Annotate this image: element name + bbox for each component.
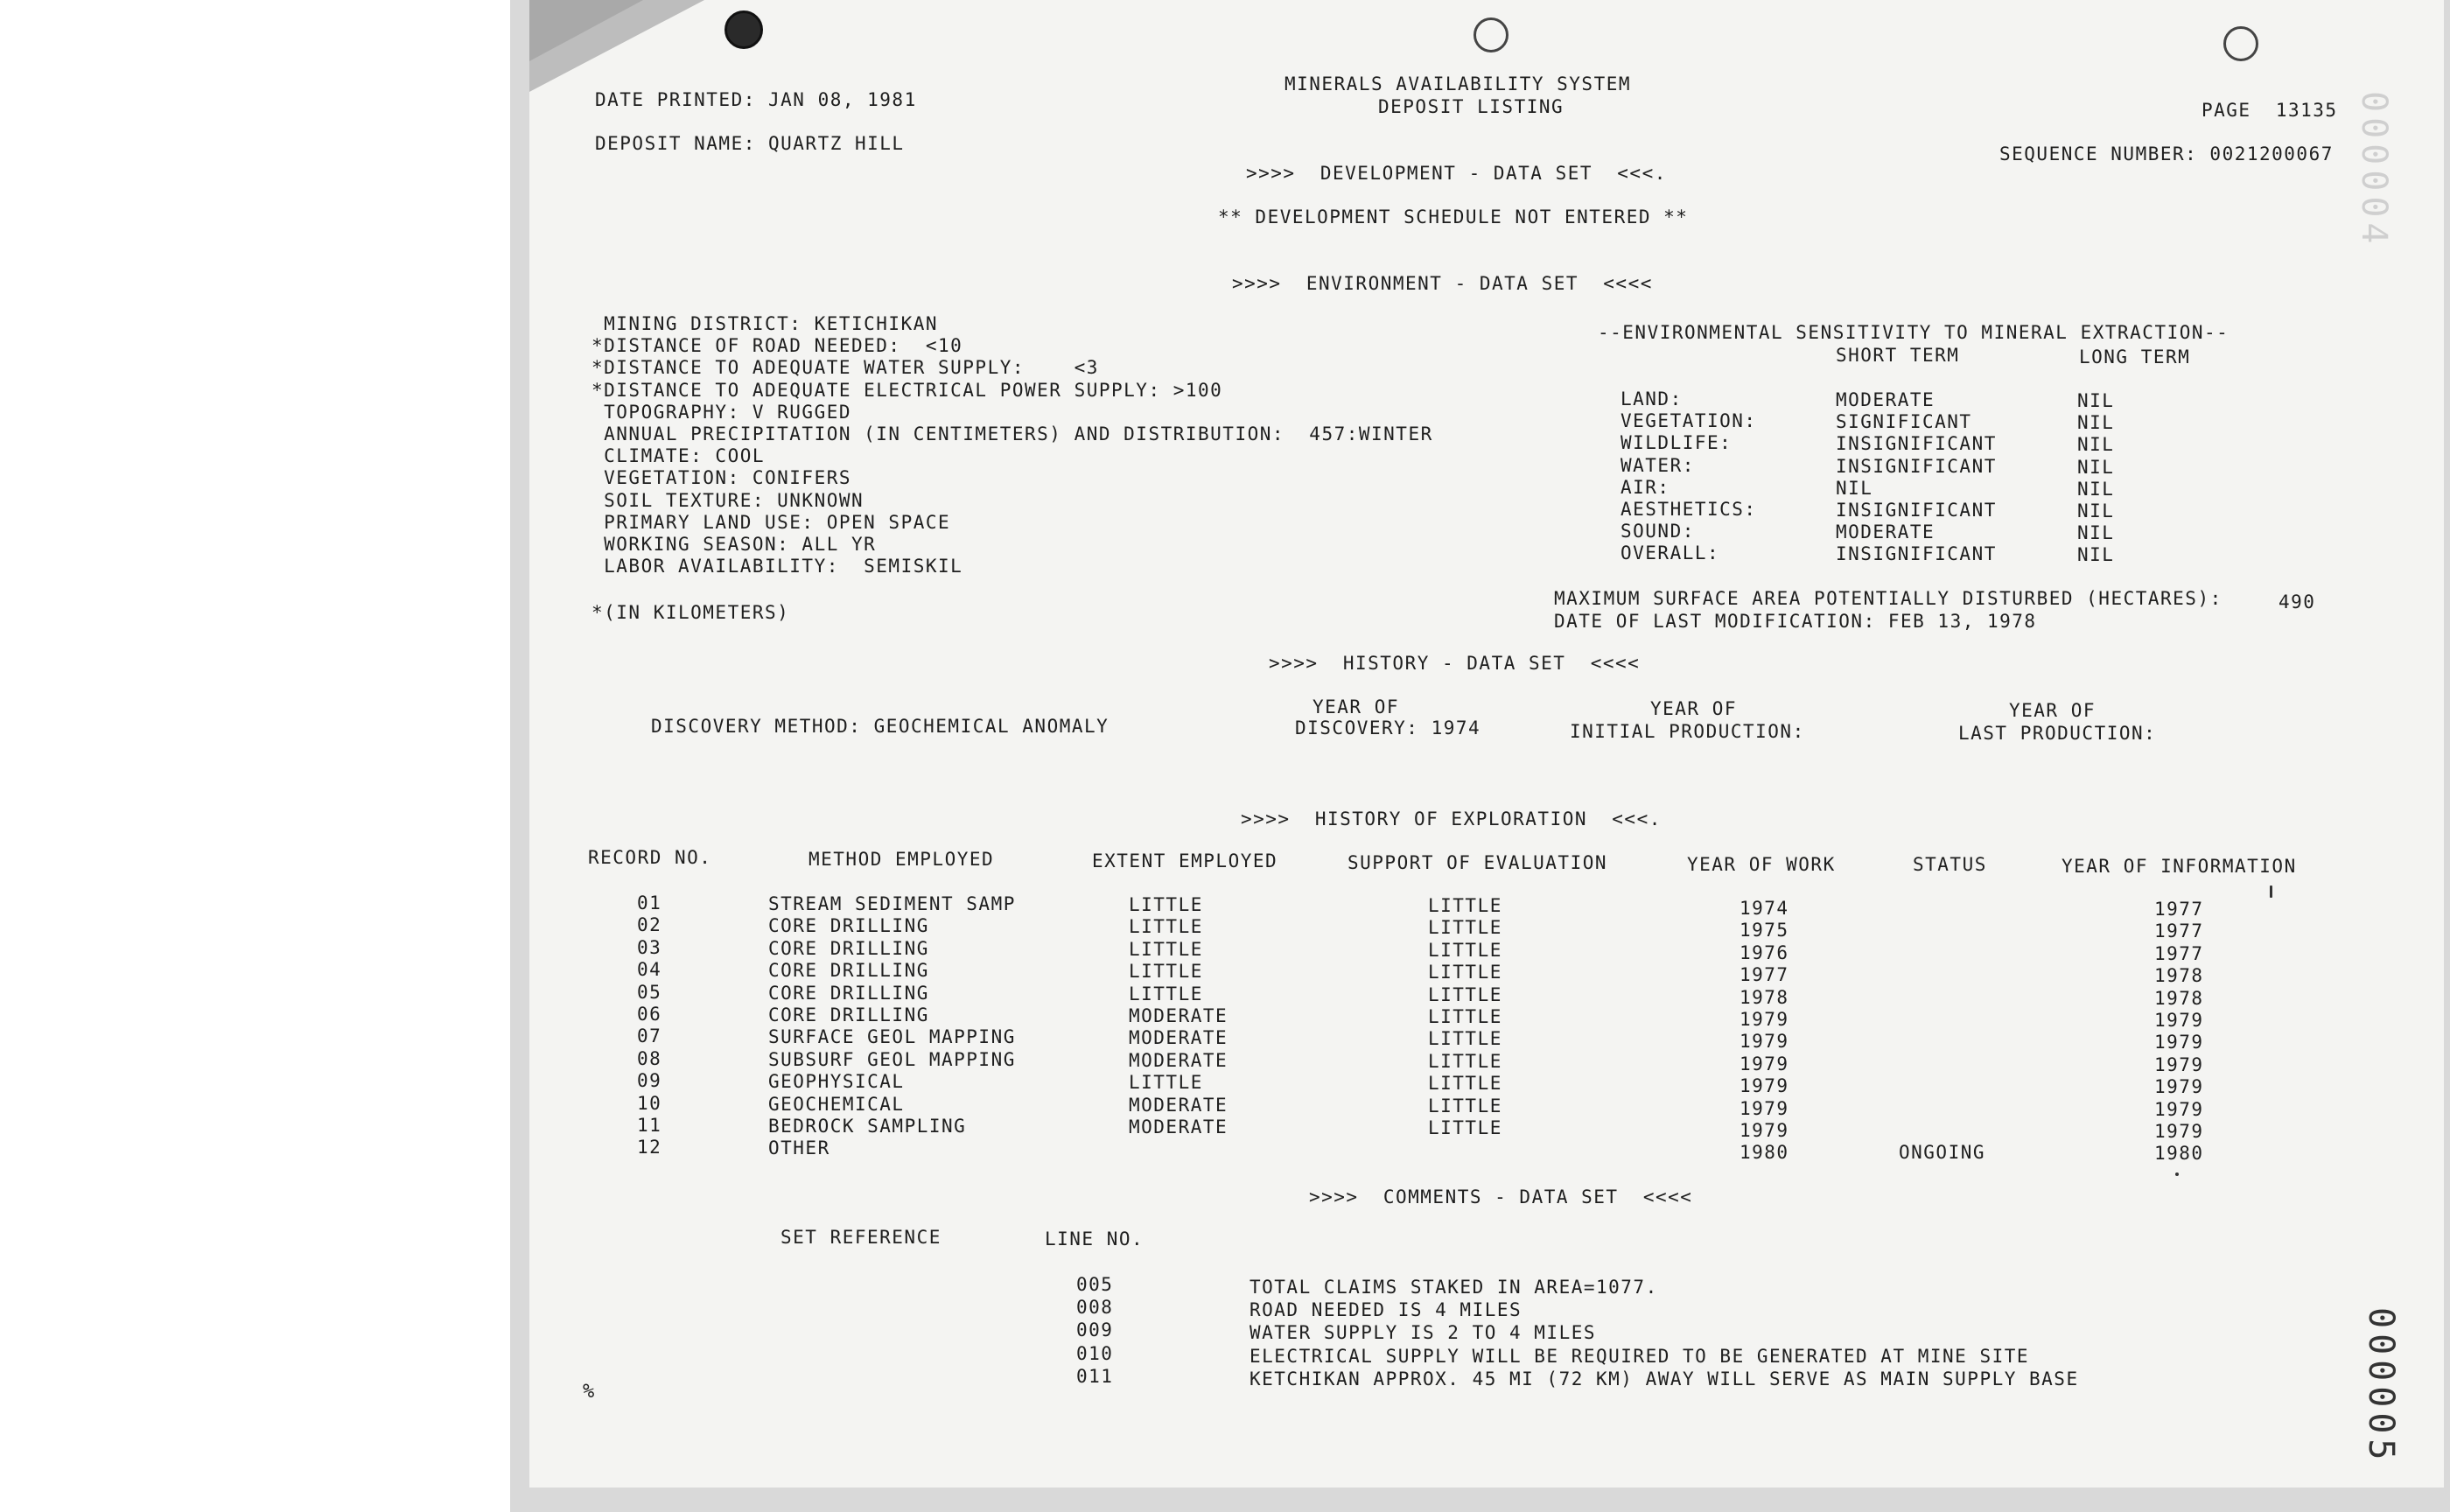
environment-field: LABOR AVAILABILITY: SEMISKIL xyxy=(592,556,963,578)
year-of-information: 1979 xyxy=(2154,1076,2204,1098)
year-of-work: 1977 xyxy=(1740,964,1789,986)
col-set-reference: SET REFERENCE xyxy=(780,1227,942,1248)
year-of-work: 1975 xyxy=(1740,920,1789,942)
record-number: 02 xyxy=(637,914,662,936)
history-section-title: >>>> HISTORY - DATA SET <<<< xyxy=(1269,653,1641,674)
sensitivity-title: --ENVIRONMENTAL SENSITIVITY TO MINERAL EXTRACTION-- xyxy=(1598,322,2230,343)
comment-text: TOTAL CLAIMS STAKED IN AREA=1077. xyxy=(1250,1277,1658,1298)
record-number: 04 xyxy=(637,959,662,981)
support-of-evaluation: LITTLE xyxy=(1428,1050,1502,1072)
year-of-work: 1976 xyxy=(1740,942,1789,963)
col-year-info: YEAR OF INFORMATION xyxy=(2062,856,2297,877)
year-of-work: 1979 xyxy=(1740,1031,1789,1053)
date-printed: DATE PRINTED: JAN 08, 1981 xyxy=(595,89,917,110)
year-of-work: 1980 xyxy=(1740,1142,1789,1164)
comment-text: KETCHIKAN APPROX. 45 MI (72 KM) AWAY WILL SERVE AS MAIN SUPPLY BASE xyxy=(1250,1368,2079,1390)
sensitivity-label: OVERALL: xyxy=(1620,542,1720,564)
support-of-evaluation: LITTLE xyxy=(1428,1006,1502,1027)
units-note: *(IN KILOMETERS) xyxy=(592,602,790,623)
col-record-no: RECORD NO. xyxy=(588,847,712,868)
sensitivity-short-term: INSIGNIFICANT xyxy=(1836,500,1997,521)
sensitivity-label: VEGETATION: xyxy=(1620,410,1757,432)
extent-employed: LITTLE xyxy=(1129,983,1203,1004)
environment-field: ANNUAL PRECIPITATION (IN CENTIMETERS) AND DISTRIBUTION: 457:WINTER xyxy=(592,424,1433,444)
year-of-information: 1979 xyxy=(2154,1032,2204,1054)
support-of-evaluation: LITTLE xyxy=(1428,1117,1502,1138)
percent-mark: % xyxy=(583,1381,596,1403)
extent-employed: LITTLE xyxy=(1129,916,1203,938)
sensitivity-short-term: SIGNIFICANT xyxy=(1836,411,1972,433)
environment-field: *DISTANCE OF ROAD NEEDED: <10 xyxy=(592,335,963,357)
sensitivity-long-term: NIL xyxy=(2077,390,2115,411)
support-of-evaluation: LITTLE xyxy=(1428,1073,1502,1095)
method-employed: CORE DRILLING xyxy=(768,937,929,959)
method-employed: CORE DRILLING xyxy=(768,960,929,982)
deposit-name: DEPOSIT NAME: QUARTZ HILL xyxy=(595,133,905,154)
year-of-information: 1977 xyxy=(2154,942,2204,964)
comments-section-title: >>>> COMMENTS - DATA SET <<<< xyxy=(1309,1186,1693,1208)
initial-production: INITIAL PRODUCTION: xyxy=(1570,721,1805,742)
method-employed: GEOPHYSICAL xyxy=(768,1071,905,1093)
year-of-information: 1980 xyxy=(2154,1143,2204,1165)
listing-title: DEPOSIT LISTING xyxy=(1378,96,1564,117)
year-of-work: 1974 xyxy=(1740,898,1789,919)
page-number: PAGE 13135 xyxy=(2202,100,2338,121)
environment-field: *DISTANCE TO ADEQUATE WATER SUPPLY: <3 xyxy=(592,357,1099,379)
environment-field: PRIMARY LAND USE: OPEN SPACE xyxy=(592,511,951,533)
comment-line-number: 008 xyxy=(1076,1297,1114,1319)
year-of-information: 1979 xyxy=(2154,1054,2204,1075)
extent-employed: MODERATE xyxy=(1129,1094,1228,1116)
col-line-no: LINE NO. xyxy=(1045,1228,1144,1250)
col-status: STATUS xyxy=(1913,854,1987,875)
comment-line-number: 010 xyxy=(1076,1342,1114,1364)
col-year-work: YEAR OF WORK xyxy=(1687,854,1836,875)
record-number: 08 xyxy=(637,1047,662,1069)
system-title: MINERALS AVAILABILITY SYSTEM xyxy=(1284,74,1632,94)
support-of-evaluation: LITTLE xyxy=(1428,962,1502,984)
support-of-evaluation: LITTLE xyxy=(1428,1028,1502,1050)
support-of-evaluation: LITTLE xyxy=(1428,895,1502,916)
method-employed: OTHER xyxy=(768,1138,830,1159)
col-support: SUPPORT OF EVALUATION xyxy=(1348,852,1608,873)
long-term-header: LONG TERM xyxy=(2079,346,2191,368)
record-number: 10 xyxy=(637,1092,662,1114)
development-section-title: >>>> DEVELOPMENT - DATA SET <<<. xyxy=(1246,163,1667,184)
year-of-information: 1979 xyxy=(2154,1098,2204,1120)
max-surface-value: 490 xyxy=(2278,592,2316,612)
support-of-evaluation: LITTLE xyxy=(1428,1095,1502,1116)
support-of-evaluation: LITTLE xyxy=(1428,917,1502,939)
record-number: 03 xyxy=(637,936,662,958)
sensitivity-label: AIR: xyxy=(1620,476,1670,498)
torn-corner xyxy=(529,0,704,96)
year-of-work: 1978 xyxy=(1740,986,1789,1008)
extent-employed: MODERATE xyxy=(1129,1005,1228,1026)
sensitivity-long-term: NIL xyxy=(2077,500,2115,522)
record-number: 01 xyxy=(637,892,662,914)
specks xyxy=(2270,886,2272,898)
method-employed: CORE DRILLING xyxy=(768,1004,929,1026)
sensitivity-short-term: NIL xyxy=(1836,477,1873,499)
last-modification: DATE OF LAST MODIFICATION: FEB 13, 1978 xyxy=(1554,611,2037,632)
extent-employed: MODERATE xyxy=(1129,1027,1228,1049)
year-of-work: 1979 xyxy=(1740,1009,1789,1030)
comment-text: ELECTRICAL SUPPLY WILL BE REQUIRED TO BE GENERATED AT MINE SITE xyxy=(1250,1345,2030,1367)
extent-employed: LITTLE xyxy=(1129,1072,1203,1094)
year-of-information: 1978 xyxy=(2154,965,2204,987)
method-employed: CORE DRILLING xyxy=(768,982,929,1004)
sensitivity-short-term: MODERATE xyxy=(1836,522,1936,543)
method-employed: GEOCHEMICAL xyxy=(768,1093,905,1115)
sensitivity-label: WILDLIFE: xyxy=(1620,432,1732,454)
environment-section-title: >>>> ENVIRONMENT - DATA SET <<<< xyxy=(1232,273,1653,294)
method-employed: CORE DRILLING xyxy=(768,915,929,937)
last-production: LAST PRODUCTION: xyxy=(1958,723,2157,744)
extent-employed: LITTLE xyxy=(1129,894,1203,915)
sensitivity-label: WATER: xyxy=(1620,454,1695,476)
year-of-label: YEAR OF xyxy=(2009,700,2096,721)
year-of-information: 1979 xyxy=(2154,1121,2204,1142)
environment-field: SOIL TEXTURE: UNKNOWN xyxy=(592,489,864,511)
year-of-label: YEAR OF xyxy=(1312,696,1400,718)
record-number: 12 xyxy=(637,1137,662,1158)
year-of-work: 1979 xyxy=(1740,1053,1789,1074)
environment-field: VEGETATION: CONIFERS xyxy=(592,467,852,489)
faint-frame-number: 000004 xyxy=(2354,91,2394,249)
col-method: METHOD EMPLOYED xyxy=(808,849,995,870)
year-of-label: YEAR OF xyxy=(1650,698,1738,719)
sensitivity-short-term: INSIGNIFICANT xyxy=(1836,433,1997,455)
extent-employed: LITTLE xyxy=(1129,938,1203,960)
sensitivity-label: AESTHETICS: xyxy=(1620,499,1757,520)
record-number: 06 xyxy=(637,1004,662,1025)
environment-field: TOPOGRAPHY: V RUGGED xyxy=(592,401,852,423)
support-of-evaluation: LITTLE xyxy=(1428,984,1502,1005)
punch-hole xyxy=(1474,18,1508,52)
support-of-evaluation: LITTLE xyxy=(1428,939,1502,961)
environment-field: CLIMATE: COOL xyxy=(592,445,766,467)
discovery-method: DISCOVERY METHOD: GEOCHEMICAL ANOMALY xyxy=(651,716,1110,737)
method-employed: SURFACE GEOL MAPPING xyxy=(768,1026,1016,1048)
method-employed: BEDROCK SAMPLING xyxy=(768,1116,967,1137)
record-number: 11 xyxy=(637,1115,662,1136)
extent-employed: MODERATE xyxy=(1129,1116,1228,1138)
exploration-section-title: >>>> HISTORY OF EXPLORATION <<<. xyxy=(1241,808,1662,830)
year-of-work: 1979 xyxy=(1740,1120,1789,1141)
development-note: ** DEVELOPMENT SCHEDULE NOT ENTERED ** xyxy=(1218,206,1689,228)
specks xyxy=(2175,1172,2179,1176)
discovery-year: DISCOVERY: 1974 xyxy=(1295,718,1481,738)
sensitivity-long-term: NIL xyxy=(2077,522,2115,544)
extent-employed: LITTLE xyxy=(1129,961,1203,983)
sensitivity-short-term: INSIGNIFICANT xyxy=(1836,543,1997,565)
sensitivity-short-term: INSIGNIFICANT xyxy=(1836,455,1997,477)
short-term-header: SHORT TERM xyxy=(1836,345,1960,366)
record-number: 07 xyxy=(637,1026,662,1047)
punch-hole-filled xyxy=(724,10,763,49)
sensitivity-short-term: MODERATE xyxy=(1836,389,1936,410)
method-employed: STREAM SEDIMENT SAMP xyxy=(768,893,1016,914)
environment-field: MINING DISTRICT: KETICHIKAN xyxy=(592,313,939,334)
year-of-work: 1979 xyxy=(1740,1075,1789,1097)
year-of-information: 1979 xyxy=(2154,1010,2204,1031)
record-number: 05 xyxy=(637,981,662,1003)
col-extent: EXTENT EMPLOYED xyxy=(1092,850,1278,872)
comment-line-number: 005 xyxy=(1076,1274,1114,1295)
sensitivity-long-term: NIL xyxy=(2077,456,2115,478)
sequence-number: SEQUENCE NUMBER: 0021200067 xyxy=(1999,144,2334,164)
comment-line-number: 009 xyxy=(1076,1320,1114,1341)
year-of-work: 1979 xyxy=(1740,1097,1789,1119)
environment-field: *DISTANCE TO ADEQUATE ELECTRICAL POWER SUPPLY: >100 xyxy=(592,379,1223,401)
method-employed: SUBSURF GEOL MAPPING xyxy=(768,1048,1016,1070)
sensitivity-long-term: NIL xyxy=(2077,412,2115,434)
comment-text: WATER SUPPLY IS 2 TO 4 MILES xyxy=(1250,1322,1597,1344)
status: ONGOING xyxy=(1899,1142,1986,1164)
year-of-information: 1977 xyxy=(2154,899,2204,920)
sensitivity-label: LAND: xyxy=(1620,388,1683,410)
sensitivity-long-term: NIL xyxy=(2077,478,2115,500)
frame-number: 000005 xyxy=(2361,1307,2401,1466)
comment-text: ROAD NEEDED IS 4 MILES xyxy=(1250,1299,1522,1321)
sensitivity-label: SOUND: xyxy=(1620,521,1695,542)
comment-line-number: 011 xyxy=(1076,1365,1114,1387)
sensitivity-long-term: NIL xyxy=(2077,544,2115,566)
year-of-information: 1977 xyxy=(2154,920,2204,942)
environment-field: WORKING SEASON: ALL YR xyxy=(592,534,877,555)
punch-hole xyxy=(2223,26,2258,61)
year-of-information: 1978 xyxy=(2154,987,2204,1009)
max-surface-label: MAXIMUM SURFACE AREA POTENTIALLY DISTURBED (HECTARES): xyxy=(1554,588,2222,609)
record-number: 09 xyxy=(637,1070,662,1092)
extent-employed: MODERATE xyxy=(1129,1049,1228,1071)
sensitivity-long-term: NIL xyxy=(2077,434,2115,456)
